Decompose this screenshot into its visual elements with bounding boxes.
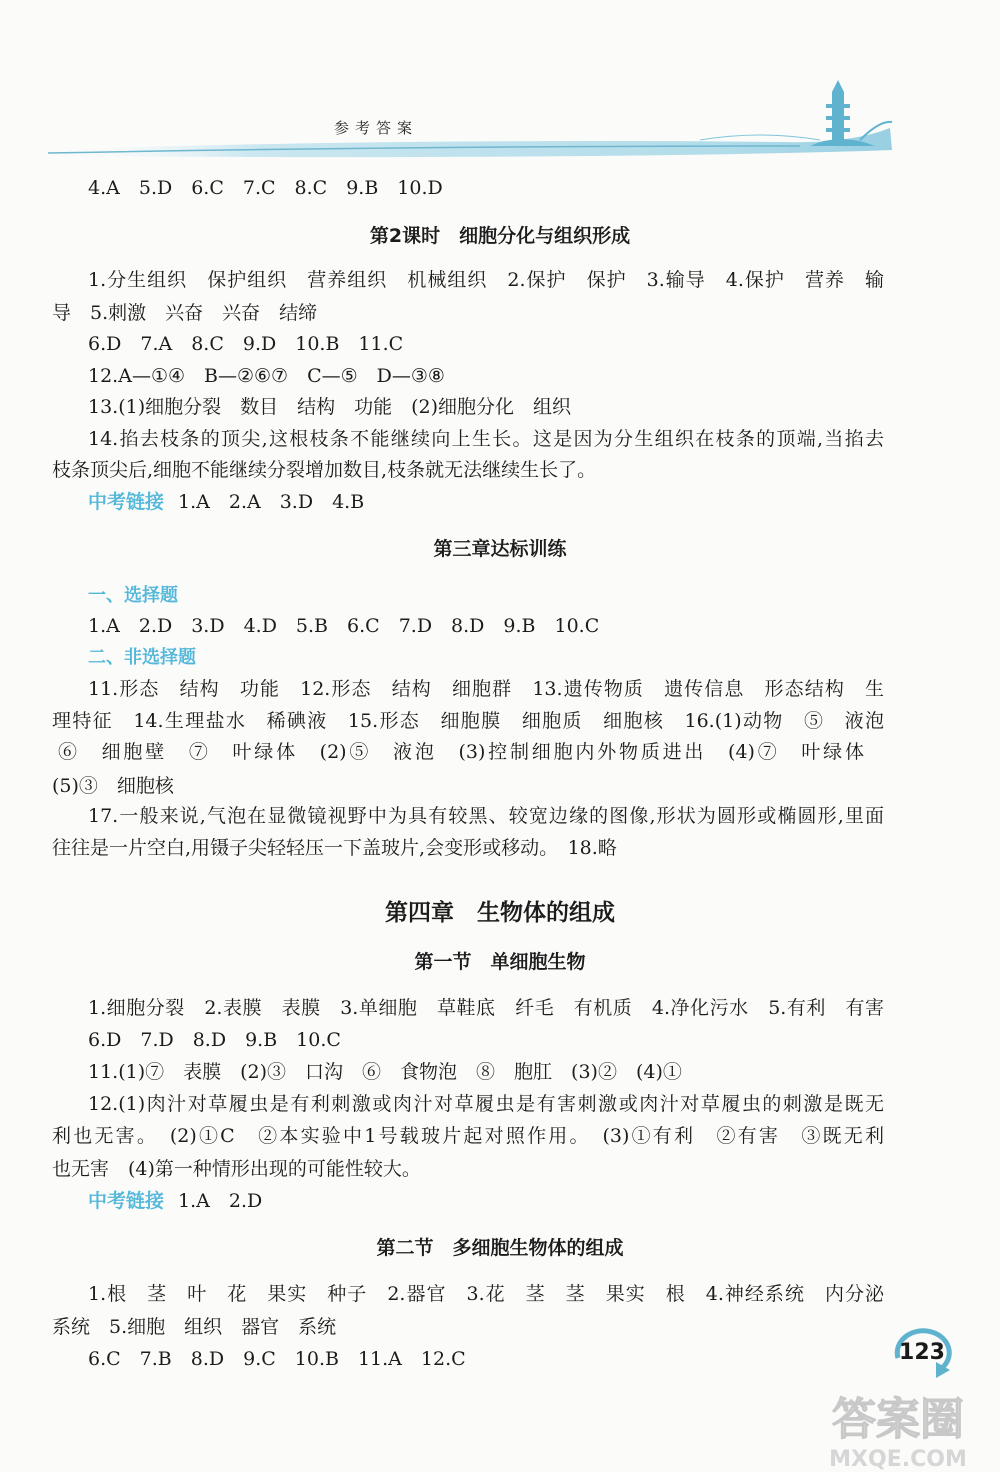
answer-line: 13.(1)细胞分裂 数目 结构 功能 (2)细胞分化 组织 xyxy=(88,396,572,418)
answer-line: 系统 5.细胞 组织 器官 系统 xyxy=(52,1316,337,1338)
chapter-training-heading: 第三章达标训练 xyxy=(433,538,567,560)
section-heading: 第一节 单细胞生物 xyxy=(414,951,586,973)
answer-line: 1.A 2.D 3.D 4.D 5.B 6.C 7.D 8.D 9.B 10.C xyxy=(88,615,600,637)
answer-line: 12.A—①④ B—②⑥⑦ C—⑤ D—③⑧ xyxy=(88,365,445,387)
answer-line: 12.(1)肉汁对草履虫是有利刺激或肉汁对草履虫是有害刺激或肉汁对草履虫的刺激是既无 xyxy=(88,1093,884,1115)
answer-line: 11.形态 结构 功能 12.形态 结构 细胞群 13.遗传物质 遗传信息 形态结构 生 xyxy=(88,678,884,700)
answer-line: 1.根 茎 叶 花 果实 种子 2.器官 3.花 茎 茎 果实 根 4.神经系统 内分泌 xyxy=(88,1283,884,1305)
answer-line: 11.(1)⑦ 表膜 (2)③ 口沟 ⑥ 食物泡 ⑧ 胞肛 (3)② (4)① xyxy=(88,1061,682,1083)
answer-text: 1.A 2.A 3.D 4.B xyxy=(178,491,365,513)
answer-line: 14.掐去枝条的顶尖,这根枝条不能继续向上生长。这是因为分生组织在枝条的顶端,当掐去 xyxy=(88,428,884,450)
answer-line: 1.分生组织 保护组织 营养组织 机械组织 2.保护 保护 3.输导 4.保护 营养 输 xyxy=(88,269,884,291)
answer-line: 6.D 7.A 8.C 9.D 10.B 11.C xyxy=(88,333,404,355)
answer-line: 理特征 14.生理盐水 稀碘液 15.形态 细胞膜 细胞质 细胞核 16.(1)动物 ⑤ 液泡 xyxy=(52,710,884,732)
chapter-heading: 第四章 生物体的组成 xyxy=(385,900,615,926)
page-number: 123 xyxy=(899,1340,945,1365)
answer-line: 6.D 7.D 8.D 9.B 10.C xyxy=(88,1029,341,1051)
watermark-logo xyxy=(796,1382,1000,1472)
header-title: 参考答案 xyxy=(333,119,418,137)
answer-line: 往往是一片空白,用镊子尖轻轻压一下盖玻片,会变形或移动。 18.略 xyxy=(52,837,617,859)
answer-line: 枝条顶尖后,细胞不能继续分裂增加数目,枝条就无法继续生长了。 xyxy=(52,459,597,481)
zhongkao-line xyxy=(88,488,928,516)
answer-line: (5)③ 细胞核 xyxy=(52,775,174,797)
answer-line: 4.A 5.D 6.C 7.C 8.C 9.B 10.D xyxy=(88,177,443,199)
section-label-nonchoice: 二、非选择题 xyxy=(88,647,196,668)
answer-line: ⑥ 细胞壁 ⑦ 叶绿体 (2)⑤ 液泡 (3)控制细胞内外物质进出 (4)⑦ 叶绿体 xyxy=(58,741,864,763)
answer-line: 导 5.刺激 兴奋 兴奋 结缔 xyxy=(52,302,318,324)
answer-line: 17.一般来说,气泡在显微镜视野中为具有较黑、较宽边缘的图像,形状为圆形或椭圆形,里面 xyxy=(88,805,884,827)
header-decoration xyxy=(0,0,1000,170)
answer-line: 6.C 7.B 8.D 9.C 10.B 11.A 12.C xyxy=(88,1348,466,1370)
watermark-url: MXQE.COM xyxy=(829,1447,967,1472)
section-label-choice: 一、选择题 xyxy=(88,585,178,606)
answer-text: 1.A 2.D xyxy=(178,1190,263,1212)
watermark-text: 答案圈 xyxy=(832,1394,964,1445)
answer-line: 也无害 (4)第一种情形出现的可能性较大。 xyxy=(52,1158,421,1180)
zhongkao-tag: 中考链接 xyxy=(88,491,165,513)
lesson-heading: 第2课时 细胞分化与组织形成 xyxy=(369,225,631,247)
section-heading: 第二节 多细胞生物体的组成 xyxy=(376,1237,624,1259)
zhongkao-tag: 中考链接 xyxy=(88,1190,165,1212)
answer-line: 1.细胞分裂 2.表膜 表膜 3.单细胞 草鞋底 纤毛 有机质 4.净化污水 5.有利 有害 xyxy=(88,997,884,1019)
zhongkao-line xyxy=(88,1187,928,1215)
answer-line: 利也无害。 (2)①C ②本实验中1号载玻片起对照作用。 (3)①有利 ②有害 ③既无利 xyxy=(52,1125,884,1147)
